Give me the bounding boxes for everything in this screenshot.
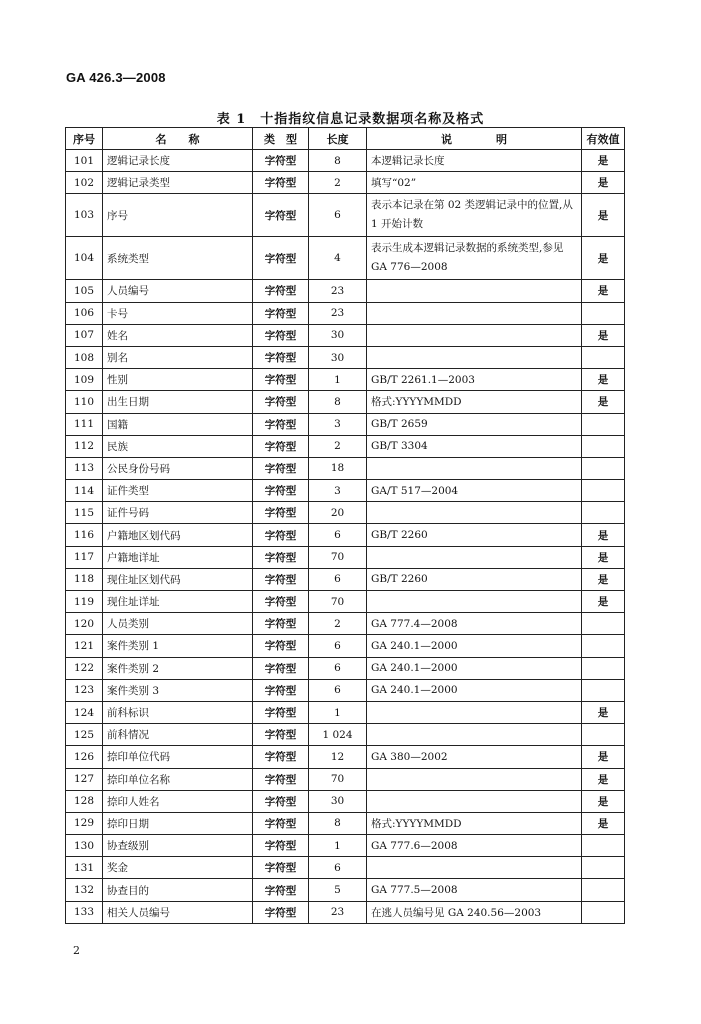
table-header-row [66,128,625,150]
cell-type: 字符型 [253,812,309,834]
cell-type: 字符型 [253,369,309,391]
data-item-table [65,127,625,924]
cell-valid: 是 [582,812,625,834]
cell-serial-no: 120 [66,613,103,635]
cell-valid: 是 [582,768,625,790]
table-row [66,194,625,237]
cell-name: 别名 [103,346,253,368]
table-row [66,480,625,502]
cell-description [367,724,582,746]
cell-description: 格式:YYYYMMDD [367,391,582,413]
cell-valid: 是 [582,546,625,568]
cell-serial-no: 121 [66,635,103,657]
cell-length: 2 [309,172,367,194]
cell-name: 逻辑记录长度 [103,150,253,172]
cell-type: 字符型 [253,150,309,172]
cell-name: 前科情况 [103,724,253,746]
cell-serial-no: 105 [66,280,103,302]
table-row [66,812,625,834]
table-row [66,768,625,790]
table-row [66,879,625,901]
table-row [66,457,625,479]
cell-description: GA 777.5—2008 [367,879,582,901]
cell-name: 协查级别 [103,835,253,857]
cell-type: 字符型 [253,546,309,568]
cell-description [367,457,582,479]
cell-name: 人员类别 [103,613,253,635]
cell-serial-no: 114 [66,480,103,502]
cell-length: 20 [309,502,367,524]
cell-serial-no: 103 [66,194,103,237]
cell-type: 字符型 [253,413,309,435]
table-row [66,901,625,923]
cell-length: 18 [309,457,367,479]
cell-serial-no: 101 [66,150,103,172]
cell-serial-no: 131 [66,857,103,879]
cell-valid [582,457,625,479]
cell-description: 表示生成本逻辑记录数据的系统类型,参见GA 776—2008 [367,237,582,280]
cell-description: 本逻辑记录长度 [367,150,582,172]
cell-length: 30 [309,346,367,368]
cell-type: 字符型 [253,194,309,237]
cell-valid: 是 [582,524,625,546]
cell-length: 2 [309,613,367,635]
cell-name: 户籍地详址 [103,546,253,568]
table-row [66,502,625,524]
cell-name: 前科标识 [103,701,253,723]
cell-name: 出生日期 [103,391,253,413]
cell-serial-no: 104 [66,237,103,280]
cell-valid: 是 [582,369,625,391]
header-name: 名 称 [103,128,253,150]
header-type: 类 型 [253,128,309,150]
cell-length: 4 [309,237,367,280]
cell-name: 案件类别 2 [103,657,253,679]
table-row [66,835,625,857]
cell-description: GB/T 2261.1—2003 [367,369,582,391]
cell-serial-no: 112 [66,435,103,457]
header-valid: 有效值 [582,128,625,150]
table-body [66,150,625,924]
cell-type: 字符型 [253,524,309,546]
cell-type: 字符型 [253,302,309,324]
cell-name: 姓名 [103,324,253,346]
cell-valid [582,901,625,923]
cell-serial-no: 122 [66,657,103,679]
cell-type: 字符型 [253,435,309,457]
table-row [66,524,625,546]
table-row [66,857,625,879]
cell-type: 字符型 [253,701,309,723]
cell-serial-no: 106 [66,302,103,324]
table-row [66,413,625,435]
header-serial-no: 序号 [66,128,103,150]
cell-length: 6 [309,657,367,679]
cell-valid: 是 [582,746,625,768]
cell-description: 在逃人员编号见 GA 240.56—2003 [367,901,582,923]
cell-type: 字符型 [253,835,309,857]
table-row [66,237,625,280]
cell-name: 现住址区划代码 [103,568,253,590]
cell-description: GB/T 2260 [367,568,582,590]
cell-serial-no: 119 [66,591,103,613]
cell-type: 字符型 [253,568,309,590]
cell-name: 案件类别 3 [103,679,253,701]
header-length: 长度 [309,128,367,150]
cell-serial-no: 118 [66,568,103,590]
cell-valid: 是 [582,150,625,172]
cell-serial-no: 132 [66,879,103,901]
cell-name: 性别 [103,369,253,391]
cell-length: 8 [309,812,367,834]
table-row [66,280,625,302]
cell-type: 字符型 [253,391,309,413]
cell-name: 相关人员编号 [103,901,253,923]
cell-serial-no: 116 [66,524,103,546]
cell-length: 12 [309,746,367,768]
table-row [66,746,625,768]
cell-length: 3 [309,480,367,502]
cell-length: 30 [309,324,367,346]
table-row [66,657,625,679]
cell-type: 字符型 [253,172,309,194]
cell-description [367,324,582,346]
cell-name: 协查目的 [103,879,253,901]
cell-name: 捺印单位代码 [103,746,253,768]
cell-type: 字符型 [253,879,309,901]
cell-serial-no: 108 [66,346,103,368]
table-row [66,701,625,723]
cell-serial-no: 109 [66,369,103,391]
cell-valid [582,679,625,701]
cell-length: 23 [309,302,367,324]
cell-serial-no: 110 [66,391,103,413]
cell-serial-no: 107 [66,324,103,346]
cell-description: GA 240.1—2000 [367,679,582,701]
cell-valid: 是 [582,568,625,590]
cell-length: 1 [309,835,367,857]
table-row [66,369,625,391]
cell-valid [582,502,625,524]
cell-serial-no: 124 [66,701,103,723]
cell-valid [582,724,625,746]
cell-valid: 是 [582,790,625,812]
cell-serial-no: 123 [66,679,103,701]
cell-valid: 是 [582,280,625,302]
cell-type: 字符型 [253,901,309,923]
cell-valid: 是 [582,237,625,280]
cell-type: 字符型 [253,480,309,502]
cell-type: 字符型 [253,457,309,479]
cell-valid: 是 [582,172,625,194]
cell-description [367,502,582,524]
cell-serial-no: 111 [66,413,103,435]
cell-type: 字符型 [253,324,309,346]
cell-length: 8 [309,391,367,413]
cell-name: 人员编号 [103,280,253,302]
cell-description: GA 777.4—2008 [367,613,582,635]
cell-name: 捺印人姓名 [103,790,253,812]
cell-valid [582,857,625,879]
cell-length: 70 [309,546,367,568]
table-row [66,679,625,701]
cell-description [367,346,582,368]
table-row [66,324,625,346]
header-description: 说 明 [367,128,582,150]
cell-valid: 是 [582,324,625,346]
cell-valid [582,346,625,368]
cell-type: 字符型 [253,635,309,657]
cell-description [367,546,582,568]
cell-description: GA 240.1—2000 [367,635,582,657]
cell-length: 70 [309,768,367,790]
cell-description: 填写“02” [367,172,582,194]
table-row [66,546,625,568]
cell-length: 6 [309,524,367,546]
table-row [66,391,625,413]
cell-type: 字符型 [253,790,309,812]
cell-description [367,790,582,812]
cell-length: 6 [309,568,367,590]
cell-serial-no: 133 [66,901,103,923]
cell-type: 字符型 [253,857,309,879]
cell-name: 卡号 [103,302,253,324]
cell-valid [582,635,625,657]
cell-type: 字符型 [253,657,309,679]
cell-serial-no: 125 [66,724,103,746]
cell-description: GA 777.6—2008 [367,835,582,857]
page-number: 2 [73,944,80,957]
cell-valid [582,613,625,635]
cell-description [367,591,582,613]
cell-description [367,857,582,879]
cell-name: 证件号码 [103,502,253,524]
standard-code: GA 426.3—2008 [66,70,166,85]
cell-valid: 是 [582,591,625,613]
cell-length: 1 024 [309,724,367,746]
table-row [66,635,625,657]
cell-name: 证件类型 [103,480,253,502]
cell-length: 8 [309,150,367,172]
cell-description [367,302,582,324]
cell-type: 字符型 [253,613,309,635]
cell-name: 现住址详址 [103,591,253,613]
cell-serial-no: 129 [66,812,103,834]
cell-name: 系统类型 [103,237,253,280]
cell-type: 字符型 [253,502,309,524]
cell-length: 30 [309,790,367,812]
cell-length: 2 [309,435,367,457]
cell-description: GB/T 2260 [367,524,582,546]
cell-description: 格式:YYYYMMDD [367,812,582,834]
cell-description [367,768,582,790]
cell-valid: 是 [582,391,625,413]
table-row [66,302,625,324]
cell-name: 奖金 [103,857,253,879]
cell-name: 户籍地区划代码 [103,524,253,546]
cell-length: 1 [309,701,367,723]
table-row [66,150,625,172]
cell-description: GA 380—2002 [367,746,582,768]
table-row [66,591,625,613]
cell-length: 6 [309,857,367,879]
cell-name: 序号 [103,194,253,237]
cell-type: 字符型 [253,591,309,613]
cell-serial-no: 128 [66,790,103,812]
table-row [66,790,625,812]
cell-description: GA 240.1—2000 [367,657,582,679]
table-title: 表 1 十指指纹信息记录数据项名称及格式 [216,112,485,127]
cell-type: 字符型 [253,768,309,790]
table-row [66,435,625,457]
cell-description [367,701,582,723]
cell-valid [582,435,625,457]
cell-description: 表示本记录在第 02 类逻辑记录中的位置,从 1 开始计数 [367,194,582,237]
cell-length: 6 [309,679,367,701]
cell-length: 6 [309,635,367,657]
table-row [66,724,625,746]
cell-length: 1 [309,369,367,391]
cell-serial-no: 127 [66,768,103,790]
cell-length: 23 [309,280,367,302]
cell-type: 字符型 [253,280,309,302]
cell-name: 捺印单位名称 [103,768,253,790]
table-row [66,346,625,368]
cell-serial-no: 102 [66,172,103,194]
cell-valid [582,879,625,901]
cell-name: 国籍 [103,413,253,435]
cell-description [367,280,582,302]
cell-length: 3 [309,413,367,435]
cell-type: 字符型 [253,237,309,280]
cell-name: 捺印日期 [103,812,253,834]
cell-type: 字符型 [253,724,309,746]
table-row [66,613,625,635]
cell-valid [582,835,625,857]
cell-valid [582,480,625,502]
cell-valid [582,657,625,679]
cell-name: 公民身份号码 [103,457,253,479]
cell-serial-no: 117 [66,546,103,568]
cell-description: GA/T 517—2004 [367,480,582,502]
cell-valid [582,413,625,435]
cell-description: GB/T 2659 [367,413,582,435]
cell-length: 70 [309,591,367,613]
table-row [66,568,625,590]
cell-type: 字符型 [253,746,309,768]
cell-serial-no: 130 [66,835,103,857]
cell-name: 案件类别 1 [103,635,253,657]
cell-valid [582,302,625,324]
cell-valid: 是 [582,194,625,237]
cell-serial-no: 126 [66,746,103,768]
cell-serial-no: 115 [66,502,103,524]
cell-type: 字符型 [253,346,309,368]
cell-length: 6 [309,194,367,237]
cell-length: 5 [309,879,367,901]
cell-serial-no: 113 [66,457,103,479]
cell-length: 23 [309,901,367,923]
cell-name: 民族 [103,435,253,457]
cell-valid: 是 [582,701,625,723]
table-row [66,172,625,194]
cell-name: 逻辑记录类型 [103,172,253,194]
cell-description: GB/T 3304 [367,435,582,457]
cell-type: 字符型 [253,679,309,701]
